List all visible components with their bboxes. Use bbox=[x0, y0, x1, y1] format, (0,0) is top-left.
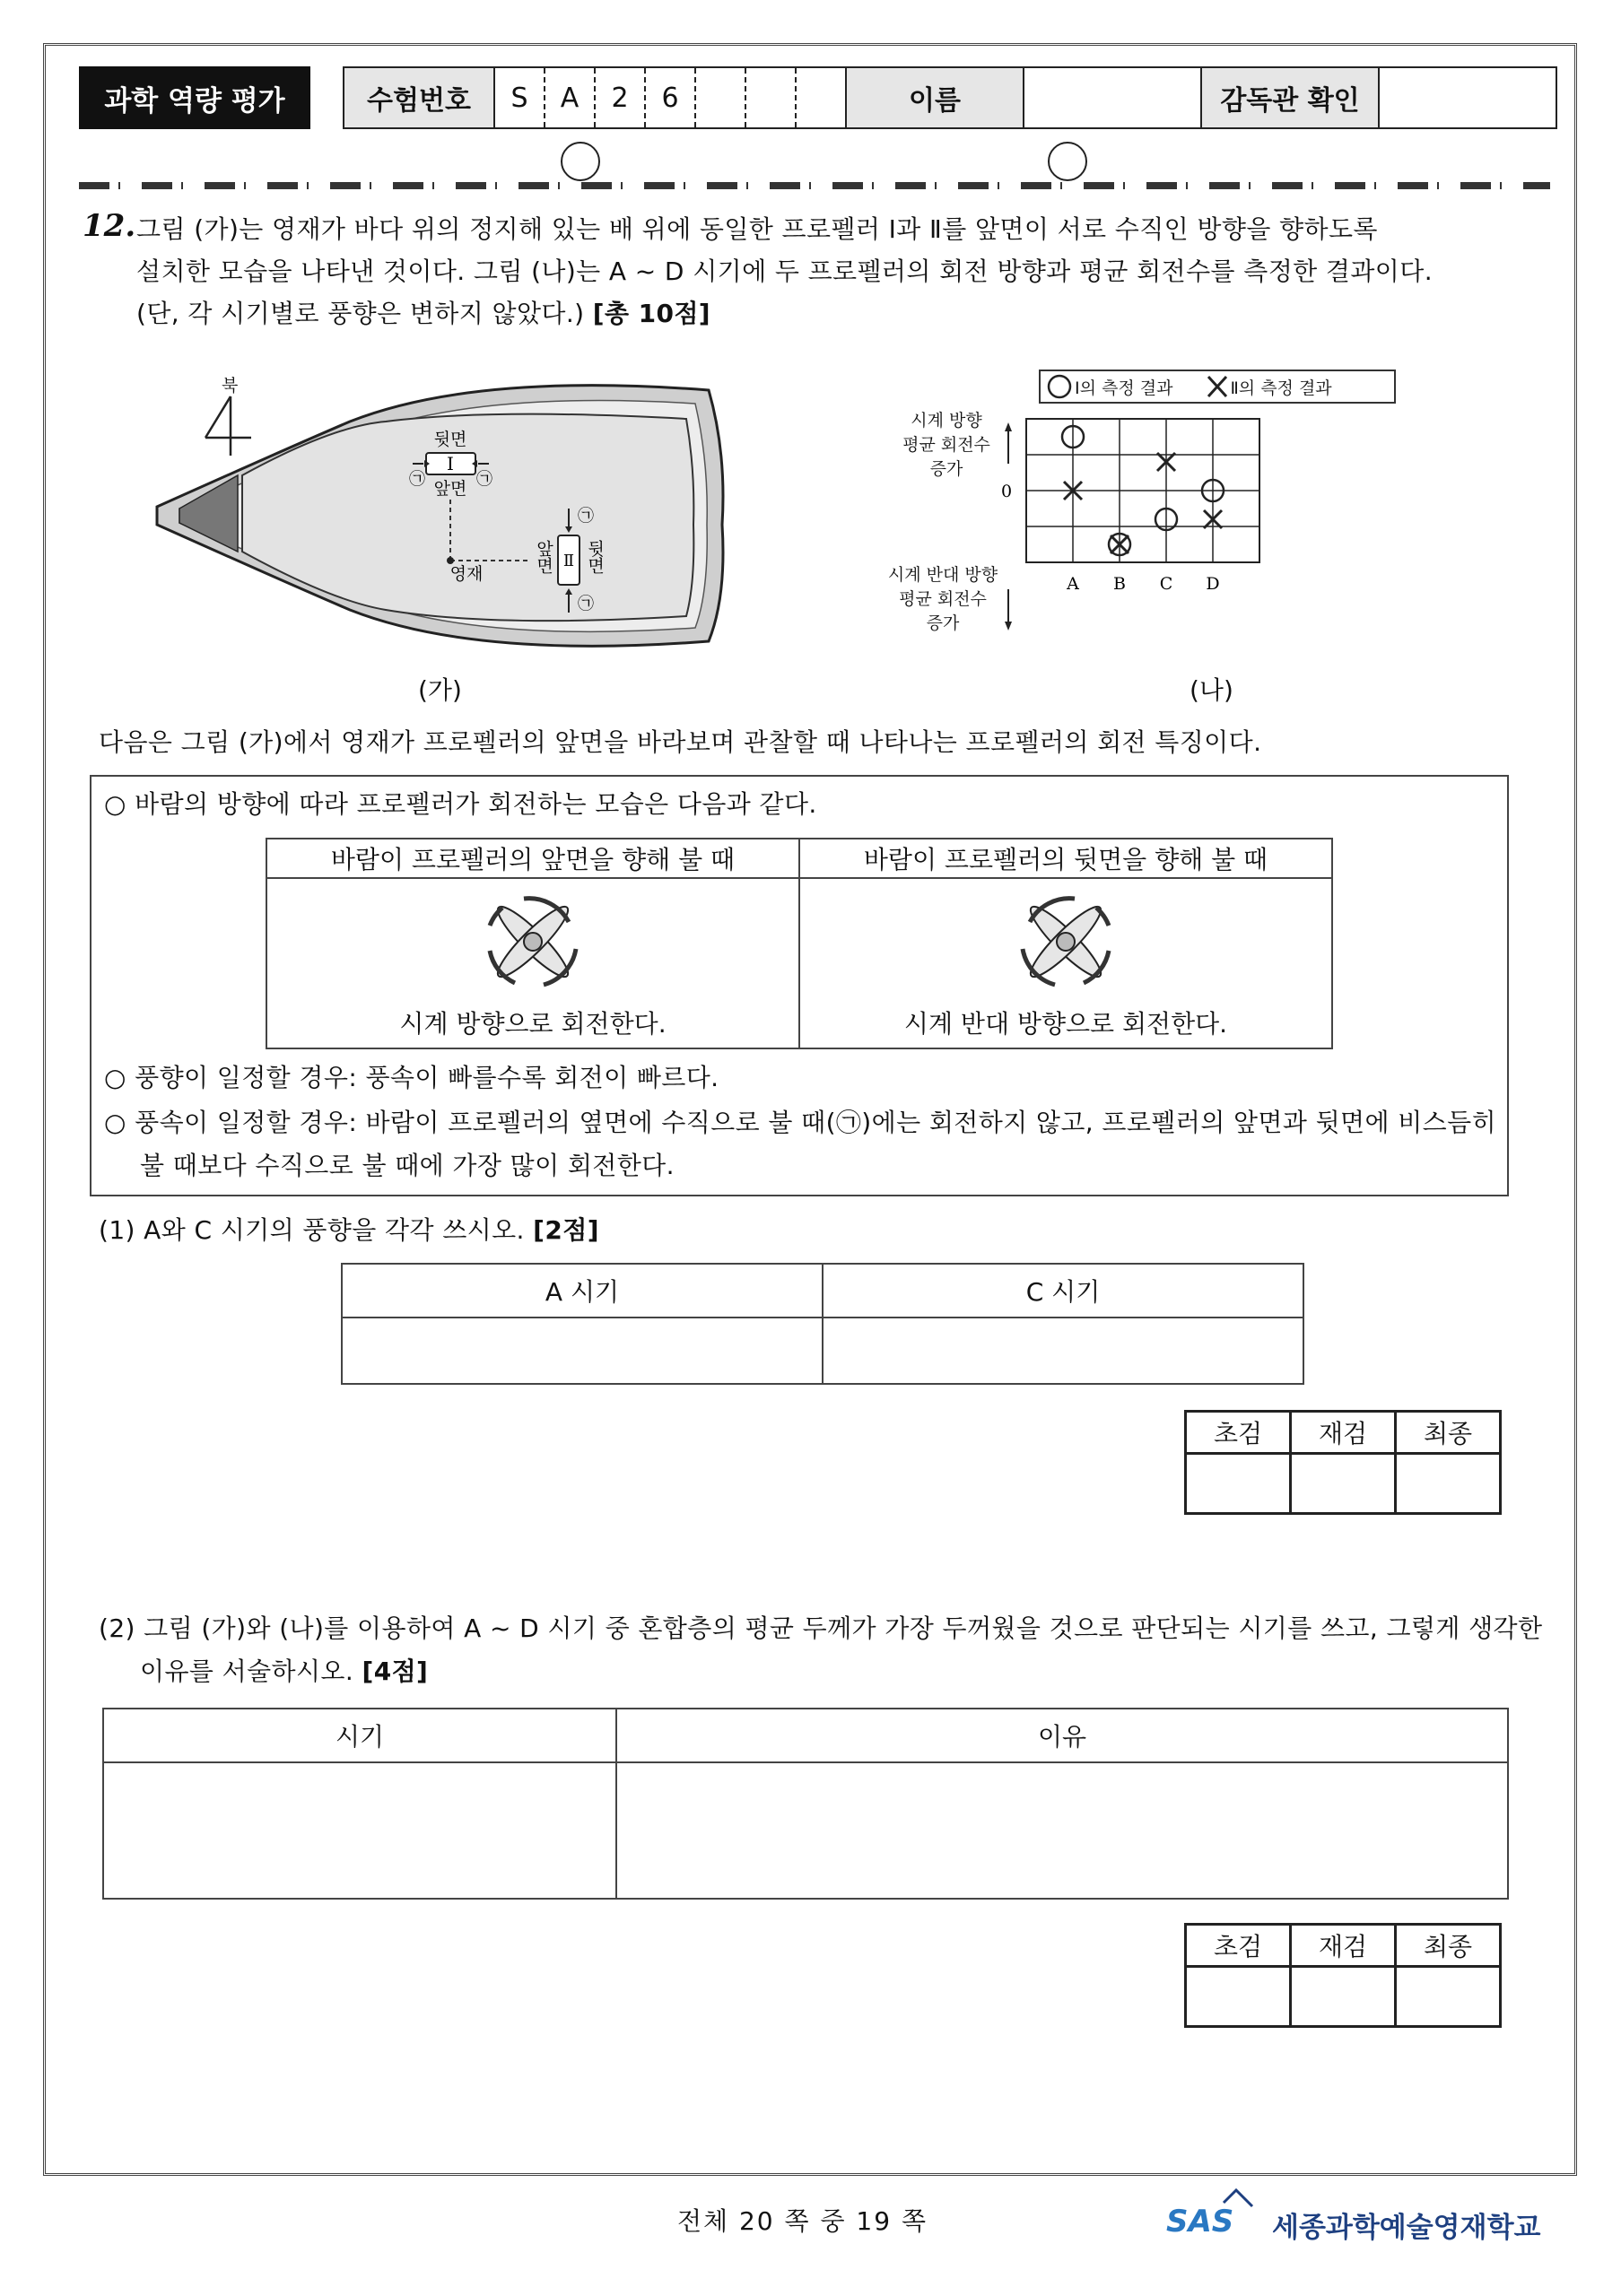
y-bottom-line: 시계 반대 방향 bbox=[887, 565, 998, 585]
marker-label: ㉠ bbox=[476, 470, 492, 489]
person-label: 영재 bbox=[449, 564, 484, 584]
logo-mark: SAS bbox=[1166, 2204, 1234, 2239]
intro-text: 다음은 그림 (가)에서 영재가 프로펠러의 앞면을 바라보며 관찰할 때 나타나는 프로펠러의 회전 특징이다. bbox=[99, 727, 1262, 757]
scatter-chart bbox=[994, 408, 1425, 668]
grading-final-label: 최종 bbox=[1396, 1925, 1501, 1967]
question-line: 설치한 모습을 나타낸 것이다. 그림 (나)는 A ~ D 시기에 두 프로펠러의 회전 방향과 평균 회전수를 측정한 결과이다. bbox=[136, 257, 1433, 286]
exam-digit[interactable]: S bbox=[494, 67, 545, 128]
propeller-cw-illustration bbox=[267, 879, 798, 1004]
x-tick-label-D: D bbox=[1206, 574, 1220, 594]
propeller-counterclockwise-icon bbox=[1003, 879, 1129, 1004]
sub-question-2-text: 이유를 서술하시오. bbox=[140, 1657, 354, 1686]
exam-digit[interactable] bbox=[695, 67, 745, 128]
info-bullet: ○ 바람의 방향에 따라 프로펠러가 회전하는 모습은 다음과 같다. bbox=[104, 789, 817, 819]
north-label: 북 bbox=[222, 376, 239, 396]
rotation-text: 시계 반대 방향으로 회전한다. bbox=[903, 1009, 1228, 1039]
info-bullet: ○ 풍향이 일정할 경우: 풍속이 빠를수록 회전이 빠르다. bbox=[104, 1063, 719, 1092]
binder-hole bbox=[561, 142, 600, 181]
school-name: 세종과학예술영재학교 bbox=[1272, 2212, 1541, 2244]
propeller-1-back-label: 뒷면 bbox=[433, 430, 467, 449]
sub-question-1-text: (1) A와 C 시기의 풍향을 각각 쓰시오. bbox=[99, 1215, 525, 1245]
propeller-ccw-illustration bbox=[800, 879, 1331, 1004]
grading-second-label: 재검 bbox=[1291, 1412, 1396, 1454]
y-top-line: 증가 bbox=[929, 459, 963, 479]
arrow-head-icon bbox=[1005, 422, 1012, 431]
propeller-clockwise-icon bbox=[470, 879, 596, 1004]
sub-question-2-line: (2) 그림 (가)와 (나)를 이용하여 A ~ D 시기 중 혼합층의 평균 두께가 가장 두꺼웠을 것으로 판단되는 시기를 쓰고, 그렇게 생각한 bbox=[99, 1613, 1543, 1643]
grading-second-field[interactable] bbox=[1291, 1454, 1396, 1514]
legend-cross-label: Ⅱ의 측정 결과 bbox=[1230, 378, 1332, 398]
propeller-table bbox=[266, 838, 1333, 1049]
sub-question-2-line bbox=[140, 1650, 428, 1692]
marker-label: ㉠ bbox=[578, 507, 594, 526]
binder-hole bbox=[1048, 142, 1087, 181]
grading-first-field[interactable] bbox=[1186, 1967, 1291, 2027]
answer-c-field[interactable] bbox=[823, 1318, 1303, 1384]
question-line: 그림 (가)는 영재가 바다 위의 정지해 있는 배 위에 동일한 프로펠러 Ⅰ과 Ⅱ를 앞면이 서로 수직인 방향을 향하도록 bbox=[136, 214, 1378, 244]
answer-period-field[interactable] bbox=[103, 1762, 616, 1899]
question-points: [총 10점] bbox=[592, 299, 710, 328]
grading-box-1 bbox=[1184, 1410, 1502, 1515]
exam-digit[interactable]: A bbox=[545, 67, 595, 128]
table-header: A 시기 bbox=[342, 1264, 823, 1318]
page-number: 전체 20 쪽 중 19 쪽 bbox=[677, 2206, 928, 2236]
header-table bbox=[343, 66, 1557, 129]
table-header: 바람이 프로펠러의 앞면을 향해 불 때 bbox=[266, 839, 799, 878]
propeller-1-label: Ⅰ bbox=[447, 453, 454, 474]
school-logo-icon bbox=[1164, 2187, 1268, 2240]
grading-first-label: 초검 bbox=[1186, 1412, 1291, 1454]
name-field[interactable] bbox=[1024, 67, 1201, 128]
chart-legend bbox=[1039, 370, 1396, 404]
marker-label: ㉠ bbox=[578, 595, 594, 613]
question-note: (단, 각 시기별로 풍향은 변하지 않았다.) bbox=[136, 299, 585, 328]
name-label: 이름 bbox=[846, 67, 1024, 128]
grading-first-field[interactable] bbox=[1186, 1454, 1291, 1514]
rotation-text: 시계 방향으로 회전한다. bbox=[399, 1009, 667, 1039]
question-number: 12. bbox=[83, 208, 136, 244]
grading-final-field[interactable] bbox=[1396, 1967, 1501, 2027]
table-header: 이유 bbox=[616, 1709, 1508, 1762]
x-tick-label-C: C bbox=[1159, 574, 1173, 594]
legend-cross-icon bbox=[1205, 373, 1230, 400]
exam-digit[interactable] bbox=[745, 67, 796, 128]
legend-circle-icon bbox=[1044, 373, 1075, 400]
y-top-line: 평균 회전수 bbox=[902, 435, 990, 455]
propeller-2-front-label: 앞면 bbox=[534, 540, 553, 574]
legend-circle-label: Ⅰ의 측정 결과 bbox=[1075, 378, 1173, 398]
figure-ga-caption: (가) bbox=[418, 675, 462, 705]
question-line bbox=[136, 292, 710, 335]
sub-question-1 bbox=[99, 1209, 599, 1251]
cut-line bbox=[79, 182, 1550, 189]
propeller-1-front-label: 앞면 bbox=[433, 479, 467, 499]
arrow-head-icon bbox=[1005, 622, 1012, 631]
supervisor-label: 감독관 확인 bbox=[1201, 67, 1379, 128]
north-arrow-icon bbox=[202, 395, 256, 457]
y-bottom-line: 평균 회전수 bbox=[899, 589, 987, 609]
info-bullet: 불 때보다 수직으로 불 때에 가장 많이 회전한다. bbox=[140, 1151, 675, 1180]
y-bottom-line: 증가 bbox=[926, 613, 960, 633]
grading-second-field[interactable] bbox=[1291, 1967, 1396, 2027]
info-bullet: ○ 풍속이 일정할 경우: 바람이 프로펠러의 옆면에 수직으로 불 때(㉠)에는 회전하지 않고, 프로펠러의 앞면과 뒷면에 비스듬히 bbox=[104, 1108, 1497, 1137]
y-zero-label: 0 bbox=[1000, 482, 1013, 501]
grading-final-label: 최종 bbox=[1396, 1412, 1501, 1454]
exam-digit[interactable]: 2 bbox=[595, 67, 645, 128]
answer-table-1 bbox=[341, 1263, 1304, 1385]
answer-table-2 bbox=[102, 1708, 1509, 1900]
grading-second-label: 재검 bbox=[1291, 1925, 1396, 1967]
exam-number-label: 수험번호 bbox=[344, 67, 494, 128]
y-top-line: 시계 방향 bbox=[911, 411, 982, 430]
table-header: 시기 bbox=[103, 1709, 616, 1762]
x-tick-label-B: B bbox=[1113, 574, 1126, 594]
propeller-2-back-label: 뒷면 bbox=[585, 540, 605, 574]
figure-na-caption: (나) bbox=[1190, 675, 1233, 705]
x-tick-label-A: A bbox=[1067, 574, 1079, 594]
grading-final-field[interactable] bbox=[1396, 1454, 1501, 1514]
grading-first-label: 초검 bbox=[1186, 1925, 1291, 1967]
exam-title: 과학 역량 평가 bbox=[79, 66, 310, 129]
y-axis-top-label bbox=[897, 409, 996, 482]
grading-box-2 bbox=[1184, 1923, 1502, 2028]
answer-reason-field[interactable] bbox=[616, 1762, 1508, 1899]
person-dot bbox=[447, 557, 454, 564]
propeller-2-label: Ⅱ bbox=[562, 552, 575, 570]
answer-a-field[interactable] bbox=[342, 1318, 823, 1384]
sub-question-1-points: [2점] bbox=[533, 1215, 599, 1245]
y-axis-bottom-label bbox=[876, 563, 1010, 636]
table-header: C 시기 bbox=[823, 1264, 1303, 1318]
table-header: 바람이 프로펠러의 뒷면을 향해 불 때 bbox=[799, 839, 1332, 878]
table-cell bbox=[799, 878, 1332, 1048]
sub-question-2-points: [4점] bbox=[362, 1657, 429, 1686]
exam-digit[interactable]: 6 bbox=[645, 67, 695, 128]
exam-digit[interactable] bbox=[796, 67, 846, 128]
marker-label: ㉠ bbox=[409, 470, 425, 489]
supervisor-field[interactable] bbox=[1379, 67, 1556, 128]
x-tick-labels bbox=[1066, 574, 1219, 594]
table-cell bbox=[266, 878, 799, 1048]
